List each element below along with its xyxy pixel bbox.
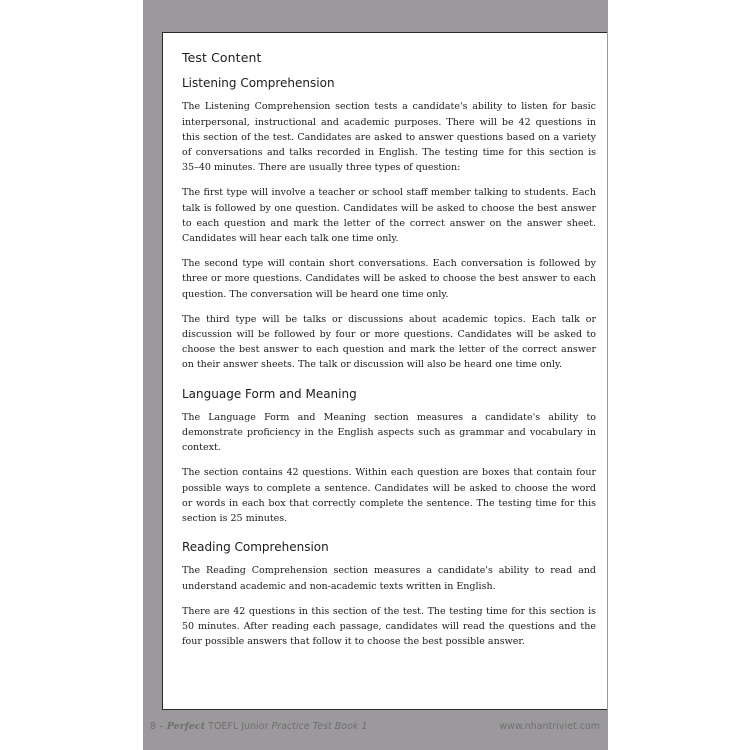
page-number: 8: [150, 721, 157, 732]
section-heading: Language Form and Meaning: [182, 386, 357, 401]
paragraph: The first type will involve a teacher or school staff member talking to students. Each talk is followed by one question. Candidates will be asked to choose the best answer to each question and mark the letter of the correct answer on the answer sheet. Candidates will hear each talk one time only.: [182, 187, 596, 245]
paragraph: The Reading Comprehension section measures a candidate's ability to read and understand academic and non-academic texts written in English.: [182, 565, 596, 592]
paragraph: The Language Form and Meaning section measures a candidate's ability to demonstrate proficiency in the English aspects such as grammar and vocabulary in context.: [182, 411, 596, 454]
paragraph: There are 42 questions in this section of the test. The testing time for this section is 50 minutes. After reading each passage, candidates will read the questions and the four possible answers that follow it to choose the best possible answer.: [182, 605, 596, 648]
paragraph: The Listening Comprehension section tests a candidate's ability to listen for basic interpersonal, instructional and academic purposes. There will be 42 questions in this section of the test. Candidates are asked to answer questions based on a variety of conversations and talks recorded in English. The testing time for this section is 35–40 minutes. There are usually three types of question:: [182, 101, 596, 174]
footer-book-info: [150, 719, 367, 735]
book-title: Practice Test Book 1: [271, 721, 368, 732]
brand-toefl-junior: TOEFL Junior: [208, 721, 269, 732]
brand-perfect: Perfect: [166, 721, 206, 732]
paragraph: The third type will be talks or discussions about academic topics. Each talk or discussion will be followed by four or more questions. Candidates will be asked to choose the best answer to each question and mark the letter of the correct answer on their answer sheets. The talk or discussion will also be heard one time only.: [182, 313, 596, 371]
document-body: [182, 50, 596, 664]
footer-separator: –: [159, 721, 164, 732]
page-title: Test Content: [182, 50, 262, 65]
section-listening-comprehension: [182, 76, 596, 372]
section-heading: Listening Comprehension: [182, 76, 335, 91]
section-language-form-and-meaning: [182, 387, 596, 527]
page-footer: [150, 719, 600, 735]
section-reading-comprehension: [182, 540, 596, 649]
paragraph: The second type will contain short conversations. Each conversation is followed by three or more questions. Candidates will be asked to choose the best answer to each question. The conversation will be heard one time only.: [182, 258, 596, 300]
section-heading: Reading Comprehension: [182, 540, 329, 555]
paragraph: The section contains 42 questions. Within each question are boxes that contain four possible ways to complete a sentence. Candidates will be asked to choose the word or words in each box that correctly complete the sentence. The testing time for this section is 25 minutes.: [182, 467, 596, 525]
publisher-website: www.nhantriviet.com: [499, 721, 600, 732]
